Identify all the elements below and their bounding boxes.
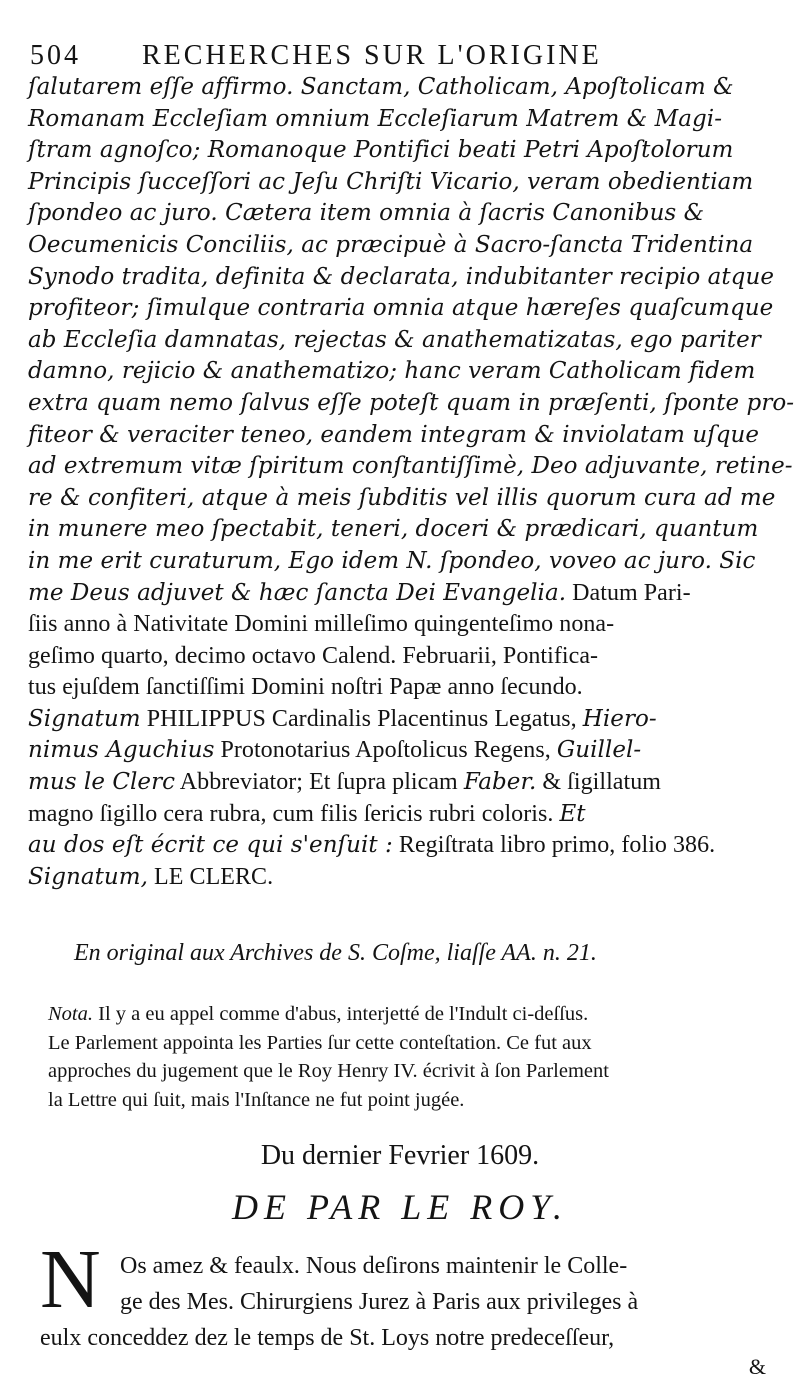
text-line: extra quam nemo ſalvus eſſe poteſt quam in præſenti, ſponte pro- [28, 389, 795, 416]
text-line [28, 672, 768, 704]
text-line: ſalutarem eſſe affirmo. Sanctam, Catholicam, Apoſtolicam & [28, 74, 734, 100]
nota-line: la Lettre qui ſuit, mais l'Inſtance ne fut point jugée. [48, 1088, 465, 1111]
roman-run: LE CLERC. [148, 863, 274, 890]
text-line [28, 578, 768, 610]
text-line: Oecumenicis Conciliis, ac præcipuè à Sacro-ſancta Tridentina [28, 231, 754, 258]
text-line [28, 704, 768, 736]
roman-run: Datum Pari- [566, 579, 691, 606]
text-line: fiteor & veraciter teneo, eandem integram & inviolatam uſque [28, 421, 760, 448]
italic-run: Signatum, [28, 863, 148, 890]
italic-run: Hiero- [582, 705, 657, 732]
text-line [28, 609, 768, 641]
roman-run: magno ſigillo cera rubra, cum filis ſericis rubri coloris. [28, 800, 560, 827]
date-heading: Du dernier Fevrier 1609. [260, 1140, 540, 1171]
text-line: in me erit curaturum, Ego idem N. ſpondeo, voveo ac juro. Sic [28, 547, 756, 574]
roman-run: Regiſtrata libro primo, folio 386. [392, 832, 716, 859]
roman-run: ſiis anno à Nativitate Domini milleſimo quingenteſimo nona- [28, 611, 615, 638]
nota-paragraph [48, 1000, 768, 1114]
nota-line: Le Parlement appointa les Parties ſur cette conteſtation. Ce fut aux [48, 1031, 592, 1054]
italic-run: Faber. [463, 769, 537, 796]
text-line: damno, rejicio & anathematizo; hanc veram Catholicam fidem [28, 358, 756, 385]
text-line [28, 767, 768, 799]
letter-text [40, 1248, 770, 1356]
roman-run: Protonotarius Apoſtolicus Regens, [214, 737, 557, 764]
text-line [28, 799, 768, 831]
running-title: RECHERCHES SUR L'ORIGINE [142, 40, 602, 71]
section-title: DE PAR LE ROY. [231, 1187, 569, 1227]
nota-line: approches du jugement que le Roy Henry IV. écrivit à ſon Parlement [48, 1060, 609, 1082]
catchword: & [748, 1354, 766, 1379]
text-line: ad extremum vitæ ſpiritum conſtantiſſimè, Deo adjuvante, retine- [28, 453, 793, 480]
italic-run: Signatum [28, 705, 141, 732]
text-line: profiteor; ſimulque contraria omnia atque hæreſes quaſcumque [28, 295, 774, 322]
roman-run: geſimo quarto, decimo octavo Calend. Februarii, Pontifica- [28, 642, 599, 669]
roman-run: PHILIPPUS Cardinalis Placentinus Legatus, [140, 705, 583, 732]
source-citation: En original aux Archives de S. Coſme, liaſſe AA. n. 21. [74, 940, 597, 966]
roman-run: & ſigillatum [536, 769, 661, 796]
letter-line: ge des Mes. Chirurgiens Jurez à Paris aux privileges à [120, 1289, 639, 1315]
text-line: Synodo tradita, definita & declarata, indubitanter recipio atque [28, 263, 774, 290]
text-line [28, 862, 768, 894]
nota-line [48, 1000, 768, 1029]
main-text-block [28, 72, 795, 893]
roman-run: Abbreviator; Et ſupra plicam [175, 769, 464, 796]
roman-run: tus ejuſdem ſanctiſſimi Domini noſtri Papæ anno ſecundo. [28, 674, 583, 701]
text-line [28, 735, 768, 767]
text-line: re & confiteri, atque à meis ſubditis vel illis quorum cura ad me [28, 484, 776, 511]
drop-cap: N [40, 1233, 101, 1326]
letter-line: Os amez & feaulx. Nous deſirons maintenir le Colle- [120, 1253, 628, 1279]
letter-line: eulx conceddez dez le temps de St. Loys notre predeceſſeur, [40, 1325, 615, 1351]
text-line: ab Eccleſia damnatas, rejectas & anathematizatas, ego pariter [28, 326, 761, 353]
text-line [28, 641, 768, 673]
text-line [28, 830, 768, 862]
italic-run: Et [559, 800, 586, 827]
text-line: ſtram agnoſco; Romanoque Pontifici beati Petri Apoſtolorum [28, 137, 734, 164]
italic-run: me Deus adjuvet & hæc ſancta Dei Evangelia. [28, 579, 567, 606]
text-line: in munere meo ſpectabit, teneri, doceri & prædicari, quantum [28, 516, 759, 543]
italic-run: nimus Aguchius [28, 737, 215, 764]
italic-run: mus le Clerc [28, 769, 176, 796]
nota-text: Il y a eu appel comme d'abus, interjetté de l'Indult ci-deſſus. [93, 1003, 589, 1025]
text-line: Romanam Eccleſiam omnium Eccleſiarum Matrem & Magi- [28, 105, 723, 132]
italic-run: au dos eſt écrit ce qui s'enſuit : [28, 832, 393, 859]
text-line: ſpondeo ac juro. Cætera item omnia à ſacris Canonibus & [28, 200, 705, 227]
page-number: 504 [30, 40, 81, 71]
text-line: Principis ſucceſſori ac Jeſu Chriſti Vicario, veram obedientiam [28, 168, 754, 195]
nota-label: Nota. [48, 1003, 93, 1025]
italic-run: Guillel- [556, 737, 642, 764]
